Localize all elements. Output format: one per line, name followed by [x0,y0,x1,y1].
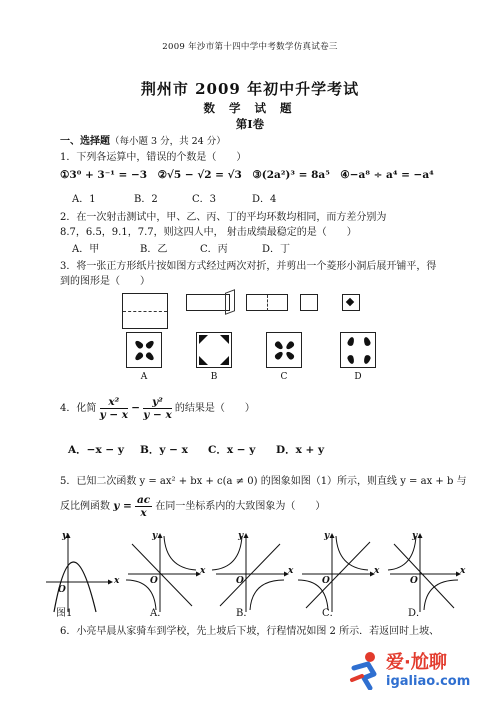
d-origin: O [410,576,418,586]
q5-tail: 在同一坐标系内的大致图象为（ ） [155,501,326,512]
q2-option-c: C．丙 [200,244,228,255]
q2-option-b: B．乙 [140,244,168,255]
fig1-y-label: y [62,531,68,541]
q1-option-c: C．3 [192,194,217,205]
a-x-label: x [200,566,206,576]
q1-expressions: ①3⁰ + 3⁻¹ = −3 ②√5 − √2 = √3 ③(2a²)³ = 8a⁵ ④−a⁸ ÷ a⁴ = −a⁴ [60,169,434,181]
b-x-label: x [288,566,294,576]
q5-frac-den: x [140,507,147,519]
q5-option-b-label: B． [236,608,254,619]
c-origin: O [322,576,330,586]
q2-stem-2: 8.7，6.5，9.1，7.7，则这四人中， 射击成绩最稳定的是（ ） [60,227,357,238]
q3-label-c: C [280,372,288,382]
q1-option-d: D．4 [252,194,277,205]
q4-frac1-num: x² [100,396,128,409]
exam-title: 荆州市 2009 年初中升学考试 [140,80,360,98]
q4-stem [60,396,255,421]
q3-label-a: A [140,372,148,382]
graph-option-b [212,534,288,612]
q5-fraction [135,494,152,519]
q2-stem: 2．在一次射击测试中，甲、乙、丙、丁的平均环数均相同，而方差分别为 [60,212,387,223]
q4-tail: 的结果是（ ） [174,403,255,414]
q4-option-b: B．y − x [140,444,188,456]
q3-figure-b [196,332,232,368]
q3-figure-c [266,332,302,368]
q5-y-eq: y = [113,500,132,512]
q1-stem: 1．下列各运算中，错误的个数是（ ） [60,152,247,163]
c-y-label: y [324,531,330,541]
section-heading: 一、选择题 [60,136,110,147]
section-heading-row [60,132,226,147]
q4-fraction-2 [143,396,171,421]
fold-step-5 [342,294,360,311]
q6-stem: 6．小亮早晨从家骑车到学校，先上坡后下坡，行程情况如图 2 所示．若返回时上坡、 [60,626,440,637]
graph-option-c [298,534,374,612]
q4-frac1-den: y − x [99,409,129,421]
watermark-url: igaliao.com [386,674,471,689]
running-header: 2009 年沙市第十四中学中考数学仿真试卷三 [162,42,338,52]
b-y-label: y [238,531,244,541]
runner-logo-icon [348,650,382,690]
figure-1-caption: 图1 [56,608,73,619]
c-x-label: x [374,566,380,576]
q4-frac2-num: y² [143,396,171,409]
q5-option-a-label: A． [150,608,168,619]
q4-option-d: D．x + y [276,444,325,456]
volume-label: 第Ⅰ卷 [235,117,265,131]
fig1-origin: O [58,585,66,595]
q5-lead: 反比例函数 [60,501,110,512]
a-origin: O [150,576,158,586]
q1-option-a: A．1 [72,194,96,205]
q1-option-b: B．2 [134,194,158,205]
q4-lead: 4．化简 [60,403,97,414]
watermark [348,648,488,698]
figure-1-parabola [46,534,112,612]
q5-stem: 5．已知二次函数 y = ax² + bx + c(a ≠ 0) 的图象如图（1）所示，则直线 y = ax + b 与 [60,476,467,487]
q5-option-c-label: C． [322,608,340,619]
q2-option-d: D．丁 [262,244,291,255]
q2-option-a: A．甲 [72,244,100,255]
q3-stem-2: 到的图形是（ ） [60,276,150,287]
d-y-label: y [412,531,418,541]
q4-minus: − [131,402,141,414]
q5-stem-2 [60,494,325,519]
fig1-x-label: x [114,576,120,586]
graph-option-d [388,534,460,612]
section-note: （每小题 3 分，共 24 分） [110,136,226,147]
exam-subtitle: 数 学 试 题 [203,101,297,115]
q5-frac-num: ac [136,494,151,506]
fold-step-4 [300,294,318,311]
q4-option-c: C．x − y [208,444,256,456]
watermark-brand: 爱·尬聊 [386,652,447,673]
a-y-label: y [152,531,158,541]
fold-step-1 [122,293,168,329]
q5-option-d-label: D． [408,608,427,619]
b-origin: O [236,576,244,586]
d-x-label: x [460,566,466,576]
fold-step-2 [186,294,230,311]
graph-option-a [126,534,200,612]
fold-step-3 [246,294,288,311]
q3-label-b: B [210,372,218,382]
q3-figure-d [340,332,376,368]
q3-figure-a [126,332,162,368]
q4-frac2-den: y − x [143,409,172,421]
q3-stem: 3．将一张正方形纸片按如图方式经过两次对折，并剪出一个菱形小洞后展开铺平，得 [60,261,437,272]
q4-fraction-1 [100,396,128,421]
q3-label-d: D [354,372,362,382]
q4-option-a: A．−x − y [68,444,124,456]
